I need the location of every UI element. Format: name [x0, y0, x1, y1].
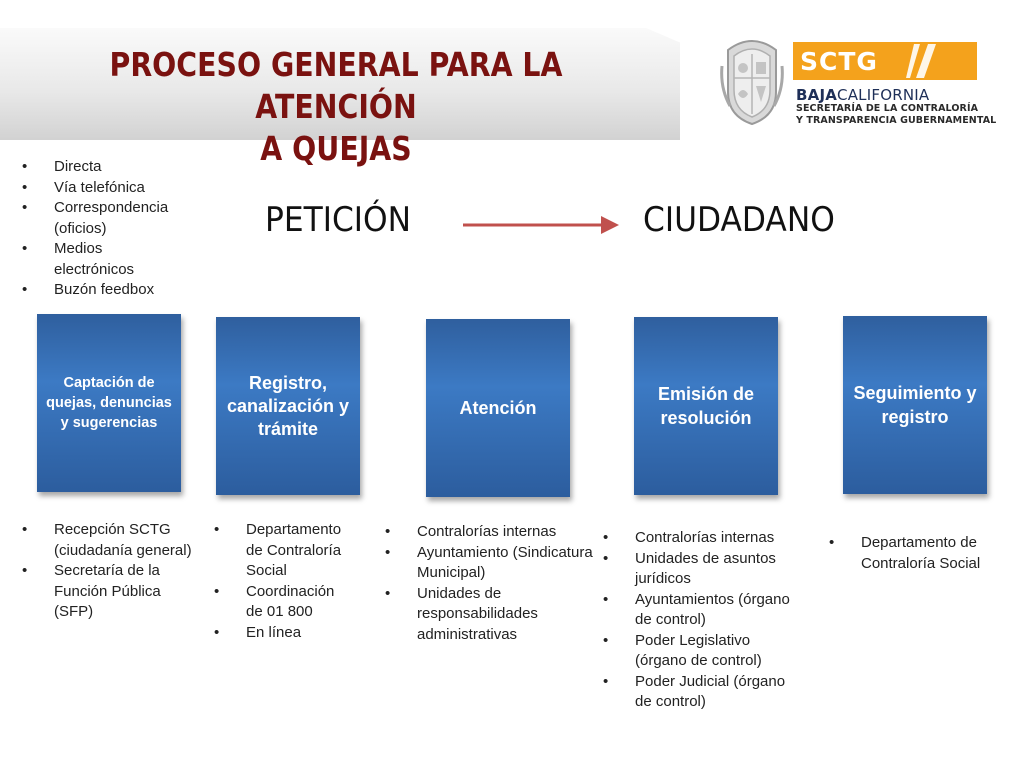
step-box-seguimiento: Seguimiento y registro — [843, 316, 987, 494]
step-box-atencion: Atención — [426, 319, 570, 497]
responsible-item: • Poder Legislativo (órgano de control) — [603, 631, 795, 672]
logo-brand: SCTG — [800, 47, 878, 76]
channel-item: • Vía telefónica — [22, 178, 219, 199]
channel-item: • Directa — [22, 157, 219, 178]
page-title — [47, 44, 625, 170]
logo-state — [796, 86, 929, 104]
responsible-item: • Departamento de Contraloría Social — [214, 520, 351, 582]
step-box-registro: Registro, canalización y trámite — [216, 317, 360, 495]
step-box-emision: Emisión de resolución — [634, 317, 778, 495]
title-line-2: A QUEJAS — [260, 129, 412, 168]
channel-item: • Medios electrónicos — [22, 239, 184, 280]
responsible-item: • Coordinación de 01 800 — [214, 582, 351, 623]
channel-item: • Buzón feedbox — [22, 280, 219, 301]
responsible-item: • Secretaría de la Función Pública (SFP) — [22, 561, 176, 623]
responsible-item: • Contralorías internas — [603, 528, 803, 549]
channel-item: • Correspondencia (oficios) — [22, 198, 219, 239]
responsible-item: • Recepción SCTG (ciudadanía general) — [22, 520, 202, 561]
responsible-item: • Poder Judicial (órgano de control) — [603, 672, 795, 713]
step-box-captacion: Captación de quejas, denuncias y sugerencias — [37, 314, 181, 492]
ciudadano-heading: CIUDADANO — [643, 200, 835, 240]
responsible-item: • Ayuntamiento (Sindicatura Municipal) — [385, 543, 597, 584]
channel-list — [22, 157, 219, 301]
responsible-item: • Departamento de Contraloría Social — [829, 533, 1006, 574]
coat-of-arms-icon — [720, 32, 784, 126]
responsible-item: • Unidades de responsabilidades administrativas — [385, 584, 577, 646]
responsibles-list-5 — [829, 533, 1009, 574]
responsible-item: • Ayuntamientos (órgano de control) — [603, 590, 795, 631]
logo-secretaria-2: Y TRANSPARENCIA GUBERNAMENTAL — [796, 115, 997, 126]
logo-secretaria-1: SECRETARÍA DE LA CONTRALORÍA — [796, 103, 979, 114]
logo-state-bold: BAJA — [796, 86, 838, 104]
title-line-1: PROCESO GENERAL PARA LA ATENCIÓN — [109, 45, 563, 126]
responsible-item: • En línea — [214, 623, 364, 644]
logo-swoosh-icon — [906, 42, 946, 80]
responsible-item: • Contralorías internas — [385, 522, 600, 543]
arrow-right-icon — [463, 210, 623, 240]
responsibles-list-2 — [214, 520, 364, 643]
responsibles-list-1 — [22, 520, 202, 623]
responsibles-list-4 — [603, 528, 803, 713]
responsible-item: • Unidades de asuntos jurídicos — [603, 549, 810, 590]
peticion-heading: PETICIÓN — [265, 200, 412, 240]
logo-state-rest: CALIFORNIA — [837, 86, 930, 104]
responsibles-list-3 — [385, 522, 600, 645]
